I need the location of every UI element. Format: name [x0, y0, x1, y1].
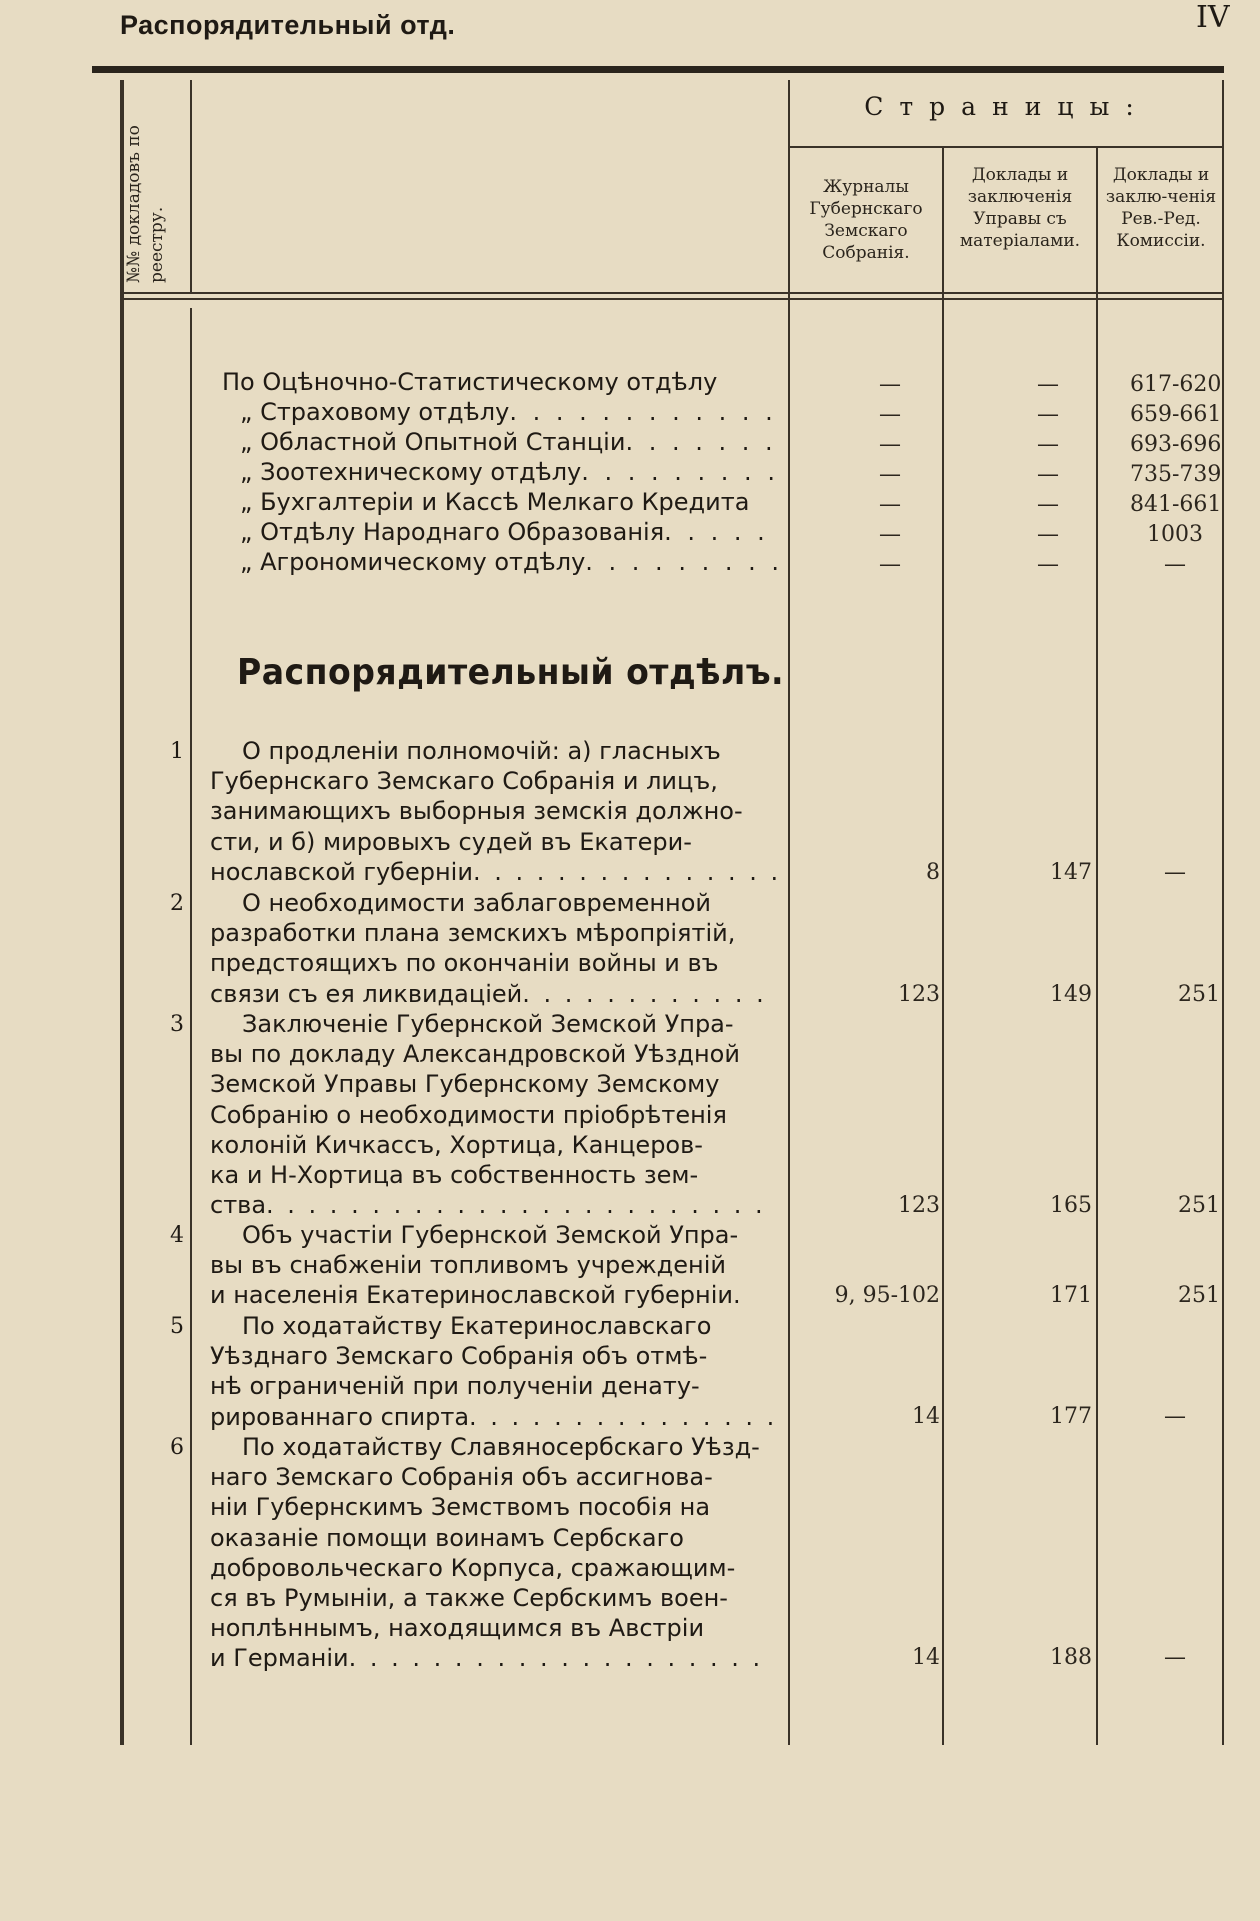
entry-rev-value: 251 [1178, 1283, 1220, 1308]
dept-journals-value: — [879, 432, 901, 457]
section-heading: Распорядительный отдѣлъ. [237, 652, 785, 693]
dept-upravy-value: — [1037, 372, 1059, 397]
dept-upravy-value: — [1037, 432, 1059, 457]
entry-upravy-value: 165 [1050, 1193, 1092, 1218]
entry-upravy-value: 149 [1050, 982, 1092, 1007]
entry-number: 1 [170, 739, 184, 764]
entry-journals-value: 8 [926, 860, 940, 885]
entry-upravy-value: 177 [1050, 1404, 1092, 1429]
entry-text: О необходимости заблаговременной разработки плана земскихъ мѣропріятій, предстоящихъ по окончаніи войны и въ связи съ ея ликвидаціей . . . [210, 888, 776, 1009]
entry-rev-value: — [1164, 860, 1186, 885]
dept-journals-value: — [879, 402, 901, 427]
entry-text: Объ участіи Губернской Земской Упра- вы въ снабженіи топливомъ учрежденій и населенія Екатеринославской губерніи. [210, 1221, 741, 1310]
col-divider-journals [942, 148, 944, 1745]
department-row: „ Страховому отдѣлу . . . [222, 398, 782, 428]
column-header-doklady-upravy: Доклады и заключенія Управы съ матеріалами. [959, 165, 1081, 251]
entry-upravy-value: 188 [1050, 1645, 1092, 1670]
col-divider-reestr-head [190, 80, 192, 292]
entry-text: Заключеніе Губернской Земской Упра- вы по докладу Александровской Уѣздной Земской Управы Губернскому Земскому Собранію о необходимости пріобрѣтенія колоній Кичкассъ, Хортица, Канцеров- ка и Н-Хортица въ собственность зем- ства . . . [210, 1009, 776, 1220]
table-right-border [1222, 80, 1224, 1745]
page-number: IV [1196, 0, 1230, 35]
department-row: „ Отдѣлу Народнаго Образованія . . . [222, 518, 782, 548]
table-left-border [120, 80, 124, 1745]
dept-upravy-value: — [1037, 552, 1059, 577]
column-header-reestr: №№ докладовъ по реестру. [124, 125, 167, 283]
dept-journals-value: — [879, 462, 901, 487]
entry-number: 5 [170, 1314, 184, 1339]
entry-journals-value: 14 [912, 1645, 940, 1670]
header-bottom-rule-2 [120, 298, 1224, 300]
running-head: Распорядительный отд. [120, 10, 456, 40]
entry-number: 2 [170, 891, 184, 916]
entry-upravy-value: 147 [1050, 860, 1092, 885]
entry-text: По ходатайству Славяносербскаго Уѣзд- наго Земскаго Собранія объ ассигнова- ніи Губернскимъ Земствомъ пособія на оказаніе помощи воинамъ Сербскаго добровольческаго Корпуса, сражающим- ся въ Румыніи, а также Сербскимъ воен- ноплѣннымъ, находящимся въ Австріи и Германіи . . . [210, 1432, 776, 1674]
dept-rev-value: — [1164, 552, 1186, 577]
col-divider-upravy [1096, 148, 1098, 1745]
department-row: „ Бухгалтеріи и Кассѣ Мелкаго Кредита [240, 488, 750, 516]
entry-journals-value: 9, 95-102 [834, 1283, 940, 1308]
dept-journals-value: — [879, 552, 901, 577]
dept-rev-value: 841-661 [1130, 492, 1222, 517]
entry-journals-value: 14 [912, 1404, 940, 1429]
entry-number: 6 [170, 1435, 184, 1460]
entry-number: 4 [170, 1223, 184, 1248]
dept-upravy-value: — [1037, 462, 1059, 487]
department-row: „ Агрономическому отдѣлу . . . [222, 548, 782, 578]
entry-journals-value: 123 [898, 982, 940, 1007]
dept-journals-value: — [879, 522, 901, 547]
column-header-stranitsy: Страницы: [864, 92, 1150, 121]
dept-journals-value: — [879, 372, 901, 397]
header-sub-rule [790, 146, 1224, 148]
dept-rev-value: 693-696 [1130, 432, 1222, 457]
dept-upravy-value: — [1037, 492, 1059, 517]
top-rule [92, 66, 1224, 73]
col-divider-text [788, 80, 790, 1745]
department-row: „ Областной Опытной Станціи . . . [222, 428, 782, 458]
header-bottom-rule [120, 292, 1224, 294]
dept-rev-value: 735-739 [1130, 462, 1222, 487]
entry-rev-value: 251 [1178, 982, 1220, 1007]
column-header-journals: Журналы Губернскаго Земскаго Собранія. [809, 177, 923, 263]
department-row: По Оцѣночно-Статистическому отдѣлу [222, 368, 718, 396]
col-divider-reestr [190, 308, 192, 1745]
entry-journals-value: 123 [898, 1193, 940, 1218]
column-header-doklady-rev: Доклады и заклю-ченія Рев.-Ред. Комиссіи. [1105, 165, 1217, 251]
entry-rev-value: — [1164, 1404, 1186, 1429]
department-row: „ Зоотехническому отдѣлу . . . [222, 458, 782, 488]
entry-rev-value: — [1164, 1645, 1186, 1670]
dept-rev-value: 659-661 [1130, 402, 1222, 427]
dept-journals-value: — [879, 492, 901, 517]
dept-rev-value: 1003 [1147, 522, 1203, 547]
entry-text: О продленіи полномочій: а) гласныхъ Губернскаго Земскаго Собранія и лицъ, занимающихъ выборныя земскія должно- сти, и б) мировыхъ судей въ Екатери- нославской губерніи . . . [210, 736, 776, 887]
entry-text: По ходатайству Екатеринославскаго Уѣзднаго Земскаго Собранія объ отмѣ- нѣ ограниченій при полученіи денату- рированнаго спирта . . . [210, 1311, 776, 1432]
entry-rev-value: 251 [1178, 1193, 1220, 1218]
dept-rev-value: 617-620 [1130, 372, 1222, 397]
dept-upravy-value: — [1037, 402, 1059, 427]
department-list [222, 368, 782, 578]
entry-number: 3 [170, 1012, 184, 1037]
dept-upravy-value: — [1037, 522, 1059, 547]
entry-upravy-value: 171 [1050, 1283, 1092, 1308]
